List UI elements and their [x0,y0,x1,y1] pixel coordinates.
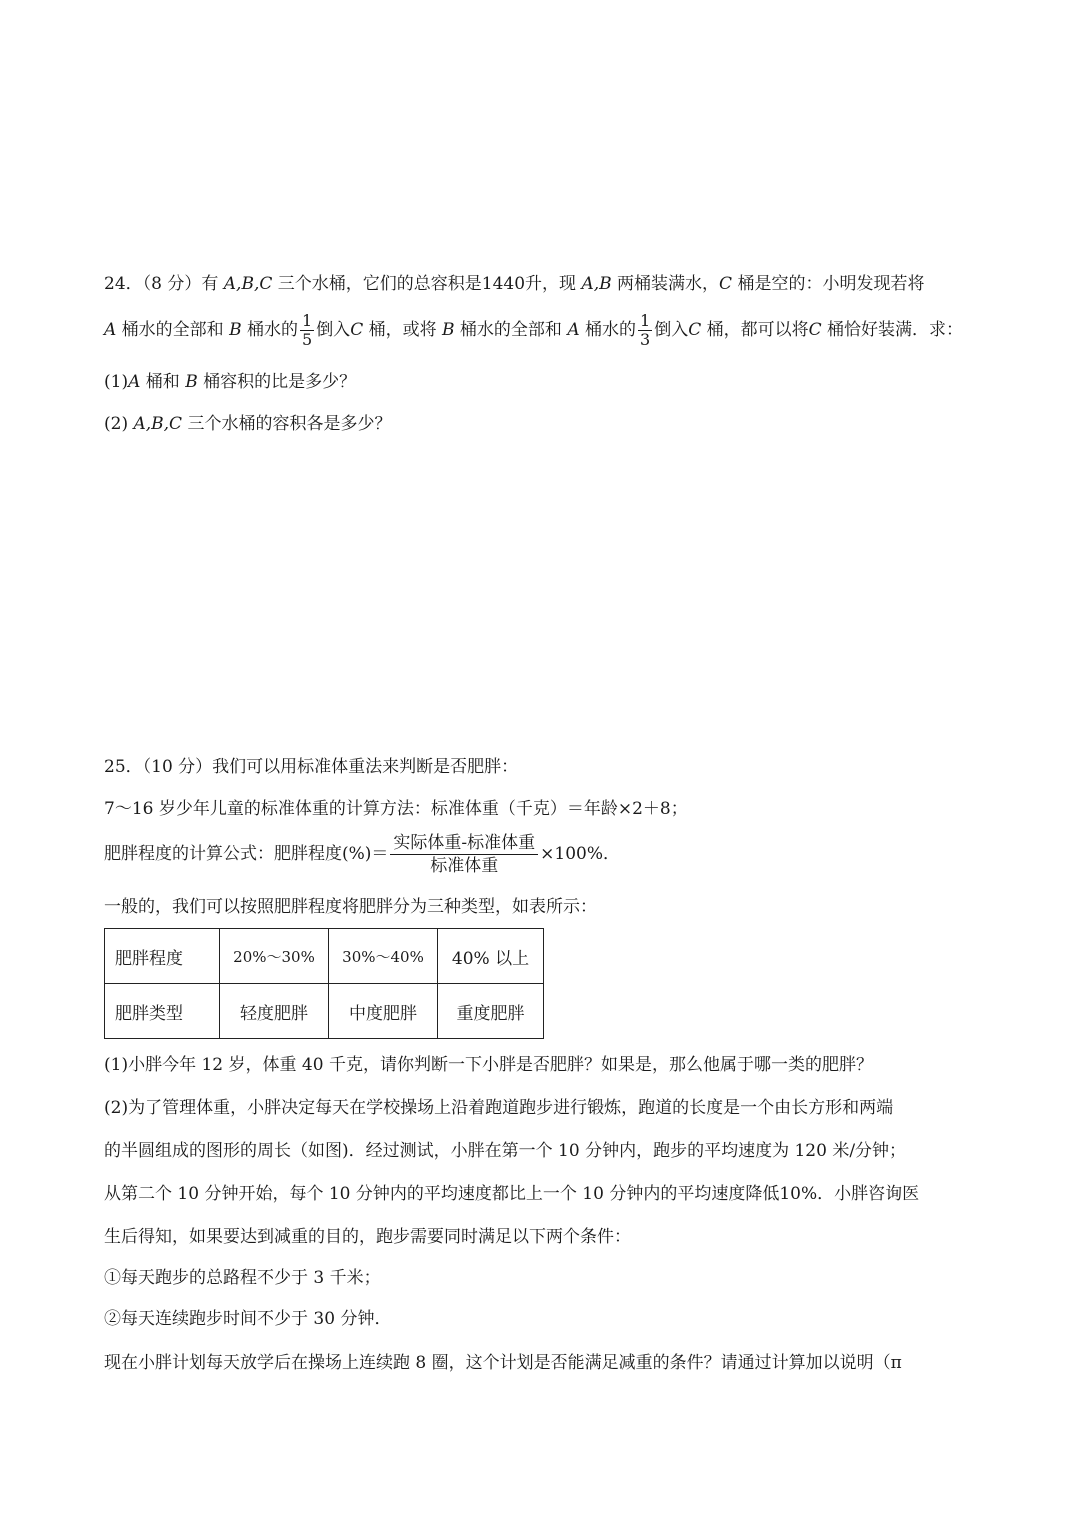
table-cell: 轻度肥胖 [220,984,329,1039]
q25-sub2-line1: (2)为了管理体重，小胖决定每天在学校操场上沿着跑道跑步进行锻炼，跑道的长度是一个由长方形和两端 [104,1098,894,1118]
table-row [105,984,544,1039]
var-ab: A,B [581,274,612,294]
q24-line2: A 桶水的全部和 B 桶水的 $\frac{1}{5}$ 倒入C 桶，或将 B 桶水的全部和 A 桶水的 $\frac{1}{3}$ 倒入C 桶，都可以将C 桶恰好装满．求： [104,311,964,349]
var-c: C [719,274,733,294]
q25-title: 25．（10 分）我们可以用标准体重法来判断是否肥胖： [104,757,519,777]
q24-sub1: (1)A 桶和 B 桶容积的比是多少？ [104,372,357,392]
fraction-one-fifth: $\frac{1}{5}$ [302,311,313,349]
q25-table-intro: 一般的，我们可以按照肥胖程度将肥胖分为三种类型，如表所示： [104,897,597,917]
table-cell: 重度肥胖 [438,984,544,1039]
q25-last-line: 现在小胖计划每天放学后在操场上连续跑 8 圈，这个计划是否能满足减重的条件？请通过计算加以说明（π [104,1353,902,1373]
q25-condition-1: ①每天跑步的总路程不少于 3 千米； [104,1268,381,1288]
table-cell: 30%～40% [329,929,438,984]
table-row [105,929,544,984]
q25-condition-2: ②每天连续跑步时间不少于 30 分钟． [104,1309,392,1329]
q24-line1: 24．（8 分）有 A,B,C 三个水桶，它们的总容积是1440升，现 A,B 两桶装满水，C 桶是空的：小明发现若将 [104,274,925,294]
table-cell: 肥胖程度 [105,929,220,984]
obesity-fraction: $\frac{\text{实际体重-标准体重}}{\text{标准体重}}$ [390,832,538,877]
q25-formula-obesity: 肥胖程度的计算公式：肥胖程度(%)＝ $\frac{\text{实际体重-标准体重}}{\text{标准体重}}$ ×100%． [104,833,621,876]
table-cell: 40% 以上 [438,929,544,984]
q25-sub2-line4: 生后得知，如果要达到减重的目的，跑步需要同时满足以下两个条件： [104,1227,631,1247]
q25-sub2-line2: 的半圆组成的图形的周长（如图)．经过测试，小胖在第一个 10 分钟内，跑步的平均速度为 120 米/分钟； [104,1141,907,1161]
table-cell: 肥胖类型 [105,984,220,1039]
table-cell: 中度肥胖 [329,984,438,1039]
q24-sub2: (2) A,B,C 三个水桶的容积各是多少？ [104,414,392,434]
q25-sub2-line3: 从第二个 10 分钟开始，每个 10 分钟内的平均速度都比上一个 10 分钟内的平均速度降低10%．小胖咨询医 [104,1184,920,1204]
q25-sub1: (1)小胖今年 12 岁，体重 40 千克，请你判断一下小胖是否肥胖？如果是，那么他属于哪一类的肥胖？ [104,1055,873,1075]
q25-formula-standard-weight: 7～16 岁少年儿童的标准体重的计算方法：标准体重（千克）＝年龄×2＋8； [104,799,688,819]
obesity-table [104,928,544,1039]
fraction-one-third: $\frac{1}{3}$ [640,311,651,349]
table-cell: 20%～30% [220,929,329,984]
var-abc: A,B,C [223,274,273,294]
